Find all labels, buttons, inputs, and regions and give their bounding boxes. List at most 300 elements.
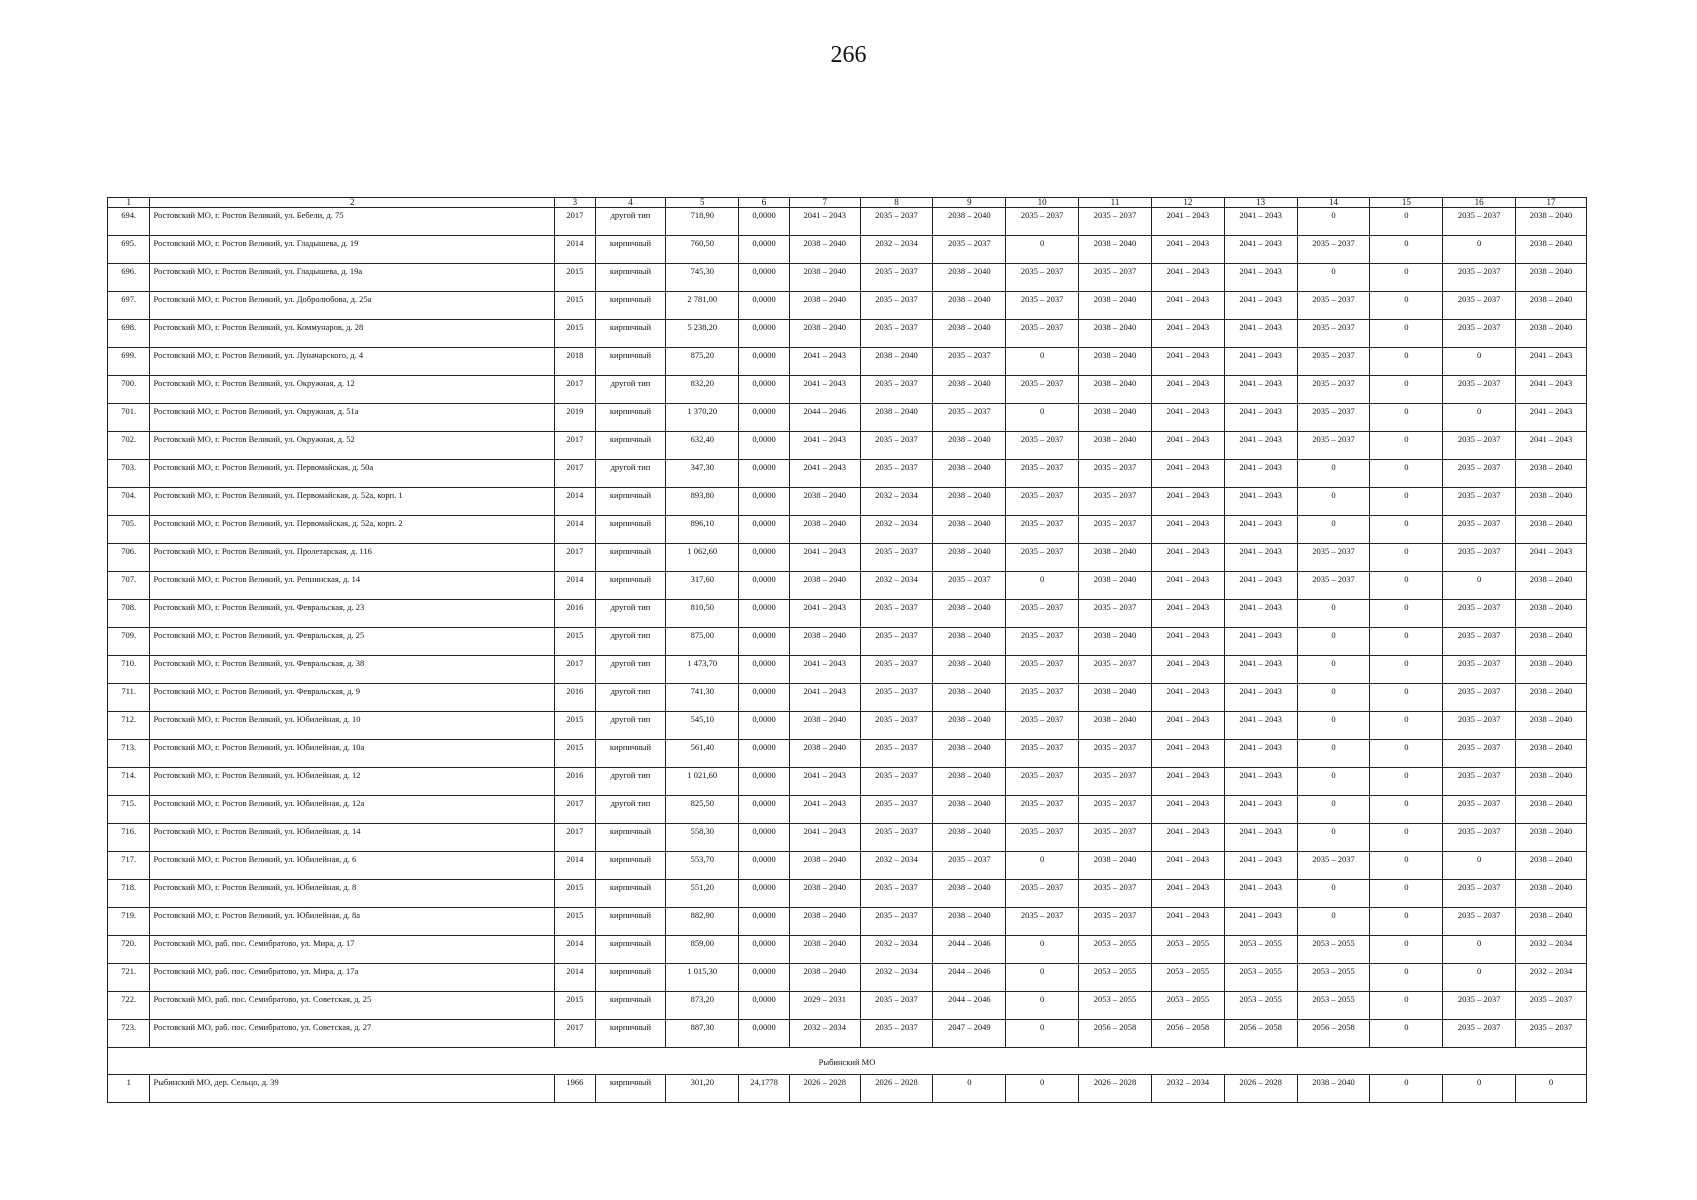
table-cell: 875,20 — [666, 348, 739, 376]
table-cell: 2035 – 2037 — [1443, 824, 1516, 852]
column-number: 4 — [595, 198, 666, 208]
table-cell: 0 — [1006, 852, 1079, 880]
address-cell: Ростовский МО, раб. пос. Семибратово, ул. Советская, д. 27 — [150, 1020, 555, 1048]
table-cell: 2041 – 2043 — [789, 376, 860, 404]
table-cell: 2035 – 2037 — [1006, 432, 1079, 460]
table-cell: 2041 – 2043 — [1151, 712, 1224, 740]
table-cell: 2038 – 2040 — [789, 936, 860, 964]
table-cell: 0 — [1370, 684, 1443, 712]
table-cell: 2035 – 2037 — [1443, 712, 1516, 740]
table-cell: 2041 – 2043 — [1151, 684, 1224, 712]
table-cell: 2035 – 2037 — [1079, 488, 1152, 516]
table-cell: 2035 – 2037 — [1079, 460, 1152, 488]
table-cell: 2038 – 2040 — [1516, 908, 1587, 936]
table-cell: 0 — [1297, 656, 1370, 684]
table-cell: 0,0000 — [739, 292, 790, 320]
table-cell: 2038 – 2040 — [933, 796, 1006, 824]
address-cell: Ростовский МО, г. Ростов Великий, ул. Февральская, д. 25 — [150, 628, 555, 656]
table-cell: 2038 – 2040 — [933, 432, 1006, 460]
table-cell: 2041 – 2043 — [1224, 684, 1297, 712]
table-cell: 2041 – 2043 — [1224, 768, 1297, 796]
table-cell: 2035 – 2037 — [933, 236, 1006, 264]
table-cell: 702. — [108, 432, 150, 460]
table-cell: 2038 – 2040 — [789, 292, 860, 320]
table-cell: 2035 – 2037 — [1443, 1020, 1516, 1048]
table-cell: 2038 – 2040 — [933, 684, 1006, 712]
repair-schedule-table — [107, 197, 1587, 1103]
table-cell: 2041 – 2043 — [1151, 376, 1224, 404]
table-cell: другой тип — [595, 376, 666, 404]
table-cell: 0 — [1006, 964, 1079, 992]
table-cell: 0 — [1297, 824, 1370, 852]
table-cell: 2038 – 2040 — [789, 572, 860, 600]
table-cell: 2041 – 2043 — [1224, 740, 1297, 768]
table-cell: 2032 – 2034 — [1151, 1075, 1224, 1103]
table-cell: 893,80 — [666, 488, 739, 516]
table-cell: 2035 – 2037 — [860, 376, 933, 404]
table-cell: 2035 – 2037 — [860, 320, 933, 348]
table-cell: 697. — [108, 292, 150, 320]
table-cell: 0 — [1443, 1075, 1516, 1103]
table-cell: 2038 – 2040 — [1079, 236, 1152, 264]
table-cell: 2041 – 2043 — [1224, 348, 1297, 376]
table-cell: 2015 — [555, 264, 595, 292]
table-cell: 0,0000 — [739, 320, 790, 348]
table-cell: кирпичный — [595, 432, 666, 460]
column-number: 2 — [150, 198, 555, 208]
table-row — [108, 1075, 1587, 1103]
table-cell: другой тип — [595, 768, 666, 796]
table-cell: 2014 — [555, 964, 595, 992]
table-cell: 0,0000 — [739, 544, 790, 572]
table-cell: 2015 — [555, 740, 595, 768]
table-cell: кирпичный — [595, 236, 666, 264]
column-number: 10 — [1006, 198, 1079, 208]
table-cell: 2038 – 2040 — [933, 208, 1006, 236]
table-cell: 2038 – 2040 — [1516, 460, 1587, 488]
table-cell: 2038 – 2040 — [789, 628, 860, 656]
table-cell: 2041 – 2043 — [1151, 264, 1224, 292]
table-cell: 707. — [108, 572, 150, 600]
table-cell: 2035 – 2037 — [860, 992, 933, 1020]
table-cell: 0 — [1297, 600, 1370, 628]
table-cell: 0 — [1006, 936, 1079, 964]
address-cell: Ростовский МО, г. Ростов Великий, ул. Окружная, д. 52 — [150, 432, 555, 460]
table-cell: кирпичный — [595, 488, 666, 516]
table-cell: 2041 – 2043 — [1151, 488, 1224, 516]
table-cell: 2041 – 2043 — [1224, 460, 1297, 488]
table-cell: кирпичный — [595, 852, 666, 880]
column-number: 17 — [1516, 198, 1587, 208]
table-cell: 2035 – 2037 — [860, 544, 933, 572]
table-cell: 347,30 — [666, 460, 739, 488]
address-cell: Ростовский МО, г. Ростов Великий, ул. Юбилейная, д. 10а — [150, 740, 555, 768]
table-cell: 2035 – 2037 — [1006, 712, 1079, 740]
table-cell: 2035 – 2037 — [1443, 768, 1516, 796]
table-cell: 0 — [1370, 1020, 1443, 1048]
table-cell: 875,00 — [666, 628, 739, 656]
column-number: 16 — [1443, 198, 1516, 208]
table-cell: 712. — [108, 712, 150, 740]
table-cell: 2041 – 2043 — [1224, 488, 1297, 516]
page-number: 266 — [830, 42, 867, 68]
section-row — [108, 1048, 1587, 1075]
table-cell: 2041 – 2043 — [1151, 516, 1224, 544]
table-cell: 2029 – 2031 — [789, 992, 860, 1020]
table-cell: 2053 – 2055 — [1079, 964, 1152, 992]
table-cell: 2041 – 2043 — [1151, 796, 1224, 824]
table-cell: 2041 – 2043 — [789, 684, 860, 712]
table-cell: 2053 – 2055 — [1297, 992, 1370, 1020]
table-cell: 0 — [1370, 852, 1443, 880]
table-cell: кирпичный — [595, 320, 666, 348]
table-cell: 2053 – 2055 — [1224, 992, 1297, 1020]
table-cell: 2041 – 2043 — [789, 796, 860, 824]
table-cell: 2035 – 2037 — [1006, 600, 1079, 628]
table-cell: 2053 – 2055 — [1151, 936, 1224, 964]
table-cell: 2015 — [555, 908, 595, 936]
address-cell: Ростовский МО, г. Ростов Великий, ул. Бебели, д. 75 — [150, 208, 555, 236]
table-cell: 2017 — [555, 796, 595, 824]
table-cell: 0,0000 — [739, 852, 790, 880]
table-cell: 2038 – 2040 — [1516, 600, 1587, 628]
table-cell: 561,40 — [666, 740, 739, 768]
table-cell: 2041 – 2043 — [1151, 628, 1224, 656]
table-cell: 2041 – 2043 — [1224, 572, 1297, 600]
table-cell: 0,0000 — [739, 432, 790, 460]
table-row — [108, 264, 1587, 292]
table-cell: кирпичный — [595, 404, 666, 432]
table-cell: 741,30 — [666, 684, 739, 712]
table-cell: 2032 – 2034 — [860, 516, 933, 544]
table-cell: 0,0000 — [739, 656, 790, 684]
table-cell: 2038 – 2040 — [1516, 320, 1587, 348]
table-cell: 0 — [1370, 264, 1443, 292]
table-cell: 2041 – 2043 — [1151, 404, 1224, 432]
table-cell: 2017 — [555, 460, 595, 488]
table-cell: 2035 – 2037 — [1006, 796, 1079, 824]
table-cell: 0,0000 — [739, 208, 790, 236]
table-cell: 2038 – 2040 — [933, 460, 1006, 488]
table-cell: 719. — [108, 908, 150, 936]
table-cell: 2035 – 2037 — [1006, 824, 1079, 852]
table-cell: 0 — [933, 1075, 1006, 1103]
table-cell: 2015 — [555, 292, 595, 320]
address-cell: Рыбинский МО, дер. Сельцо, д. 39 — [150, 1075, 555, 1103]
table-cell: 2035 – 2037 — [1006, 264, 1079, 292]
table-cell: 2032 – 2034 — [860, 852, 933, 880]
table-cell: 2026 – 2028 — [1224, 1075, 1297, 1103]
table-cell: 714. — [108, 768, 150, 796]
table-cell: 2035 – 2037 — [1297, 376, 1370, 404]
table-row — [108, 964, 1587, 992]
table-cell: 2041 – 2043 — [1151, 460, 1224, 488]
table-cell: 2041 – 2043 — [1151, 432, 1224, 460]
table-cell: 2035 – 2037 — [860, 292, 933, 320]
table-cell: 2041 – 2043 — [1151, 208, 1224, 236]
table-cell: 2041 – 2043 — [1224, 516, 1297, 544]
column-number: 12 — [1151, 198, 1224, 208]
table-cell: кирпичный — [595, 292, 666, 320]
table-cell: 0,0000 — [739, 348, 790, 376]
table-cell: 2016 — [555, 600, 595, 628]
table-cell: 2038 – 2040 — [1516, 516, 1587, 544]
table-cell: 2038 – 2040 — [1079, 852, 1152, 880]
table-cell: 0,0000 — [739, 964, 790, 992]
table-cell: 24,1778 — [739, 1075, 790, 1103]
table-cell: 2038 – 2040 — [933, 600, 1006, 628]
table-cell: 2035 – 2037 — [1006, 544, 1079, 572]
table-cell: 0 — [1516, 1075, 1587, 1103]
table-cell: 2035 – 2037 — [1006, 656, 1079, 684]
table-cell: 2035 – 2037 — [1006, 208, 1079, 236]
table-cell: другой тип — [595, 600, 666, 628]
table-cell: 545,10 — [666, 712, 739, 740]
table-cell: кирпичный — [595, 1020, 666, 1048]
table-cell: 2017 — [555, 432, 595, 460]
table-cell: 0 — [1370, 516, 1443, 544]
table-cell: 2038 – 2040 — [1079, 348, 1152, 376]
table-cell: 2015 — [555, 320, 595, 348]
table-cell: 2035 – 2037 — [933, 348, 1006, 376]
table-row — [108, 516, 1587, 544]
table-cell: 2038 – 2040 — [933, 880, 1006, 908]
table-cell: 1 — [108, 1075, 150, 1103]
address-cell: Ростовский МО, г. Ростов Великий, ул. Первомайская, д. 52а, корп. 1 — [150, 488, 555, 516]
column-number: 6 — [739, 198, 790, 208]
table-cell: 2053 – 2055 — [1297, 964, 1370, 992]
address-cell: Ростовский МО, г. Ростов Великий, ул. Пролетарская, д. 116 — [150, 544, 555, 572]
table-cell: 2032 – 2034 — [1516, 936, 1587, 964]
table-row — [108, 684, 1587, 712]
table-cell: 2 781,00 — [666, 292, 739, 320]
table-cell: 0 — [1370, 460, 1443, 488]
table-cell: 2032 – 2034 — [860, 236, 933, 264]
table-cell: 711. — [108, 684, 150, 712]
table-cell: 2047 – 2049 — [933, 1020, 1006, 1048]
table-cell: 0 — [1297, 516, 1370, 544]
table-cell: 2032 – 2034 — [789, 1020, 860, 1048]
table-cell: 2035 – 2037 — [1516, 1020, 1587, 1048]
table-cell: 2041 – 2043 — [789, 656, 860, 684]
table-cell: кирпичный — [595, 964, 666, 992]
table-cell: 2035 – 2037 — [860, 628, 933, 656]
table-cell: 2041 – 2043 — [1151, 600, 1224, 628]
table-cell: 2035 – 2037 — [860, 1020, 933, 1048]
table-cell: 2032 – 2034 — [860, 964, 933, 992]
address-cell: Ростовский МО, г. Ростов Великий, ул. Юбилейная, д. 8а — [150, 908, 555, 936]
table-cell: 2017 — [555, 656, 595, 684]
table-cell: 745,30 — [666, 264, 739, 292]
table-cell: 2041 – 2043 — [1516, 376, 1587, 404]
column-number: 14 — [1297, 198, 1370, 208]
table-cell: 0 — [1297, 908, 1370, 936]
table-cell: 2041 – 2043 — [1224, 292, 1297, 320]
table-cell: 0,0000 — [739, 516, 790, 544]
table-cell: 0 — [1006, 1020, 1079, 1048]
table-cell: 2038 – 2040 — [1079, 292, 1152, 320]
table-cell: 0,0000 — [739, 236, 790, 264]
table-cell: 2035 – 2037 — [1006, 908, 1079, 936]
table-cell: 2053 – 2055 — [1224, 936, 1297, 964]
column-number: 11 — [1079, 198, 1152, 208]
table-cell: 0,0000 — [739, 684, 790, 712]
table-cell: 0 — [1443, 572, 1516, 600]
address-cell: Ростовский МО, г. Ростов Великий, ул. Юбилейная, д. 12а — [150, 796, 555, 824]
table-cell: 0,0000 — [739, 740, 790, 768]
table-cell: 2035 – 2037 — [1443, 628, 1516, 656]
table-cell: другой тип — [595, 628, 666, 656]
table-cell: 2038 – 2040 — [1516, 880, 1587, 908]
table-cell: 2041 – 2043 — [1224, 320, 1297, 348]
table-cell: 2015 — [555, 628, 595, 656]
table-cell: 0,0000 — [739, 488, 790, 516]
table-cell: 2032 – 2034 — [1516, 964, 1587, 992]
table-cell: 0 — [1370, 824, 1443, 852]
table-cell: 2041 – 2043 — [789, 600, 860, 628]
table-cell: 2014 — [555, 236, 595, 264]
table-cell: 706. — [108, 544, 150, 572]
table-cell: 698. — [108, 320, 150, 348]
table-cell: 0 — [1006, 236, 1079, 264]
table-cell: 2038 – 2040 — [789, 880, 860, 908]
table-cell: 2014 — [555, 488, 595, 516]
table-cell: 2035 – 2037 — [860, 684, 933, 712]
table-cell: 2035 – 2037 — [860, 768, 933, 796]
table-cell: другой тип — [595, 796, 666, 824]
column-number: 15 — [1370, 198, 1443, 208]
table-cell: 718,90 — [666, 208, 739, 236]
table-cell: 2038 – 2040 — [1516, 628, 1587, 656]
table-cell: 2038 – 2040 — [1079, 376, 1152, 404]
table-cell: кирпичный — [595, 516, 666, 544]
table-cell: 718. — [108, 880, 150, 908]
table-cell: 2056 – 2058 — [1151, 1020, 1224, 1048]
table-cell: 0 — [1006, 572, 1079, 600]
table-cell: 0 — [1370, 376, 1443, 404]
table-cell: 2035 – 2037 — [1297, 236, 1370, 264]
address-cell: Ростовский МО, г. Ростов Великий, ул. Первомайская, д. 52а, корп. 2 — [150, 516, 555, 544]
table-cell: кирпичный — [595, 880, 666, 908]
table-cell: 2041 – 2043 — [789, 460, 860, 488]
table-cell: 2038 – 2040 — [1516, 208, 1587, 236]
table-cell: 2035 – 2037 — [1079, 516, 1152, 544]
table-cell: 2041 – 2043 — [1224, 376, 1297, 404]
table-row — [108, 936, 1587, 964]
table-cell: 632,40 — [666, 432, 739, 460]
table-cell: 0 — [1297, 684, 1370, 712]
table-cell: 558,30 — [666, 824, 739, 852]
table-cell: 2053 – 2055 — [1079, 936, 1152, 964]
table-cell: кирпичный — [595, 544, 666, 572]
address-cell: Ростовский МО, г. Ростов Великий, ул. Гладышева, д. 19а — [150, 264, 555, 292]
table-cell: 0 — [1370, 572, 1443, 600]
table-cell: 699. — [108, 348, 150, 376]
table-cell: 2035 – 2037 — [860, 460, 933, 488]
table-cell: 2035 – 2037 — [1079, 656, 1152, 684]
column-number: 13 — [1224, 198, 1297, 208]
table-cell: 2038 – 2040 — [1079, 320, 1152, 348]
table-cell: 2032 – 2034 — [860, 572, 933, 600]
table-cell: 2038 – 2040 — [789, 964, 860, 992]
table-row — [108, 852, 1587, 880]
table-cell: 2056 – 2058 — [1224, 1020, 1297, 1048]
table-cell: 896,10 — [666, 516, 739, 544]
table-cell: 2035 – 2037 — [860, 656, 933, 684]
table-cell: 2026 – 2028 — [1079, 1075, 1152, 1103]
table-cell: 2035 – 2037 — [1443, 292, 1516, 320]
table-cell: 2041 – 2043 — [1151, 740, 1224, 768]
table-cell: 0 — [1370, 880, 1443, 908]
table-cell: 2041 – 2043 — [1224, 880, 1297, 908]
table-cell: 873,20 — [666, 992, 739, 1020]
table-cell: 2017 — [555, 208, 595, 236]
table-cell: 0 — [1370, 740, 1443, 768]
table-cell: 0,0000 — [739, 768, 790, 796]
table-cell: 0 — [1370, 292, 1443, 320]
table-cell: 1 370,20 — [666, 404, 739, 432]
table-cell: кирпичный — [595, 908, 666, 936]
table-cell: 0,0000 — [739, 264, 790, 292]
table-cell: 2038 – 2040 — [933, 488, 1006, 516]
table-row — [108, 656, 1587, 684]
table-cell: 0,0000 — [739, 908, 790, 936]
table-cell: 720. — [108, 936, 150, 964]
column-number: 9 — [933, 198, 1006, 208]
table-cell: 301,20 — [666, 1075, 739, 1103]
table-cell: 2041 – 2043 — [1151, 880, 1224, 908]
table-cell: 2038 – 2040 — [1079, 628, 1152, 656]
table-cell: 710. — [108, 656, 150, 684]
table-cell: 882,90 — [666, 908, 739, 936]
table-row — [108, 992, 1587, 1020]
table-cell: 2041 – 2043 — [1224, 796, 1297, 824]
column-number: 5 — [666, 198, 739, 208]
table-row — [108, 292, 1587, 320]
table-cell: 2035 – 2037 — [860, 824, 933, 852]
table-row — [108, 712, 1587, 740]
table-cell: 2035 – 2037 — [1443, 684, 1516, 712]
table-cell: кирпичный — [595, 264, 666, 292]
table-row — [108, 348, 1587, 376]
table-cell: 2032 – 2034 — [860, 488, 933, 516]
table-cell: 887,30 — [666, 1020, 739, 1048]
table-cell: 2038 – 2040 — [933, 656, 1006, 684]
table-cell: кирпичный — [595, 1075, 666, 1103]
table-cell: 0 — [1443, 852, 1516, 880]
table-cell: другой тип — [595, 460, 666, 488]
table-cell: 2035 – 2037 — [1006, 740, 1079, 768]
table-cell: 2038 – 2040 — [1079, 432, 1152, 460]
table-cell: 2035 – 2037 — [1443, 600, 1516, 628]
table-row — [108, 376, 1587, 404]
table-cell: 2041 – 2043 — [1151, 348, 1224, 376]
table-cell: 2044 – 2046 — [933, 936, 1006, 964]
table-cell: 2035 – 2037 — [1443, 796, 1516, 824]
column-number: 1 — [108, 198, 150, 208]
table-cell: 0,0000 — [739, 796, 790, 824]
table-cell: 2035 – 2037 — [1006, 628, 1079, 656]
table-cell: 2044 – 2046 — [933, 992, 1006, 1020]
table-cell: 2041 – 2043 — [1224, 208, 1297, 236]
column-number-row — [108, 198, 1587, 208]
table-cell: 2041 – 2043 — [789, 824, 860, 852]
table-cell: 0 — [1297, 208, 1370, 236]
table-cell: 1 062,60 — [666, 544, 739, 572]
table-cell: 2035 – 2037 — [1079, 824, 1152, 852]
address-cell: Ростовский МО, г. Ростов Великий, ул. Юбилейная, д. 12 — [150, 768, 555, 796]
table-cell: другой тип — [595, 656, 666, 684]
